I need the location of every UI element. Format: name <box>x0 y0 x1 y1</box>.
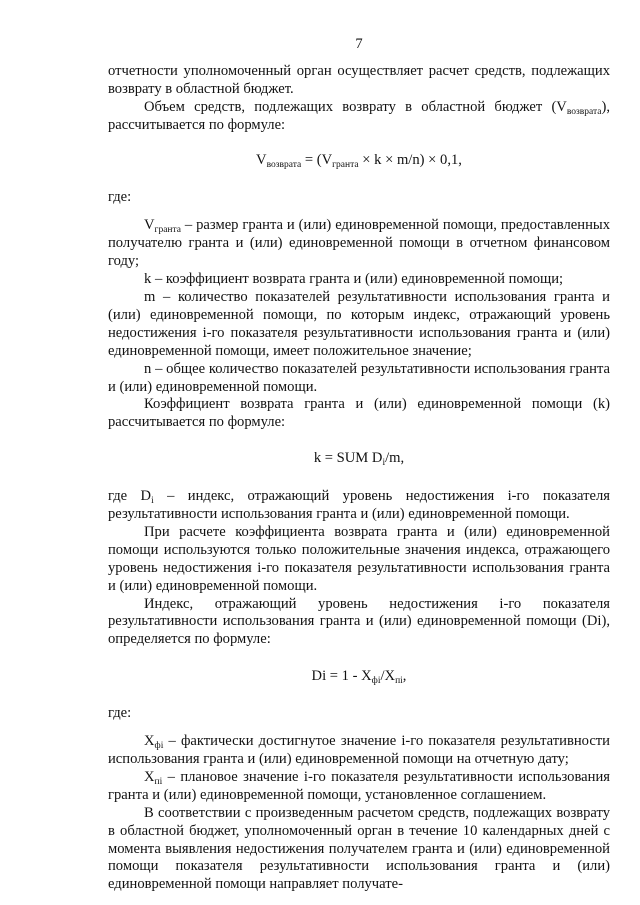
text-segment: Объем средств, подлежащих возврату в областной бюджет (V <box>144 98 567 115</box>
paragraph-final: В соответствии с произведенным расчетом средств, подлежащих возврату в областной бюджет, уполномоченный орган в течение 10 календарных дней с момента выявления недостижения получателем гранта и (или) единовременной помощи показателя результативности использования гранта и (или) единовременной помощи направляет получате- <box>108 804 610 893</box>
formula-segment: = (V <box>301 151 333 168</box>
where-label: где: <box>108 705 132 722</box>
text-segment: ), рассчитывается по формуле: <box>108 98 610 133</box>
definition-m: m – количество показателей результативности использования гранта и (или) единовременной помощи, по которым индекс, отражающий уровень недостижения i-го показателя результативности использования гранта и (или) единовременной помощи, имеет положительное значение; <box>108 288 610 359</box>
definition-x-fact <box>108 733 610 769</box>
text-segment: где D <box>108 488 152 505</box>
definition-symbol: V <box>144 217 155 234</box>
document-page <box>108 36 610 894</box>
definition-text: – плановое значение i-го показателя результативности использования гранта и (или) единовременной помощи, установленное соглашением. <box>108 768 610 803</box>
definition-text: – фактически достигнутое значение i-го показателя результативности использования гранта и (или) единовременной помощи на отчетную дату; <box>108 733 610 767</box>
paragraph-return-volume <box>108 99 610 135</box>
formula-segment: Di = 1 - X <box>311 668 372 685</box>
subscript: пi <box>154 776 163 787</box>
formula-segment: , <box>402 668 407 685</box>
paragraph-k-intro: Коэффициент возврата гранта и (или) единовременной помощи (k) рассчитывается по формуле: <box>108 396 610 431</box>
formula-segment: × k × m/n) × 0,1, <box>358 151 462 168</box>
formula-segment: k = SUM D <box>313 450 383 467</box>
definition-symbol: X <box>144 768 155 785</box>
page-number: 7 <box>355 36 363 52</box>
formula-symbol: V <box>256 151 267 168</box>
subscript: гранта <box>154 225 181 236</box>
formula-segment: /m, <box>385 450 405 467</box>
subscript: возврата <box>566 106 602 117</box>
definition-symbol: X <box>144 733 155 750</box>
subscript: i <box>382 458 386 469</box>
subscript: пi <box>395 676 403 687</box>
subscript: возврата <box>266 159 302 170</box>
definition-n: n – общее количество показателей результативности использования гранта и (или) единовременной помощи. <box>108 360 610 395</box>
paragraph-positive-values: При расчете коэффициента возврата гранта и (или) единовременной помощи используются только положительные значения индекса, отражающего уровень недостижения i-го показателя результативности использования гранта и (или) единовременной помощи. <box>108 523 610 594</box>
subscript: i <box>151 496 154 507</box>
subscript: фi <box>371 676 381 687</box>
subscript: гранта <box>332 159 359 170</box>
subscript: фi <box>154 741 164 752</box>
paragraph-index-intro: Индекс, отражающий уровень недостижения i-го показателя результативности использования гранта и (или) единовременной помощи (Di), определяется по формуле: <box>108 595 610 648</box>
definition-d <box>108 488 610 524</box>
text-segment: – индекс, отражающий уровень недостижения i-го показателя результативности использования гранта и (или) единовременной помощи. <box>108 488 610 523</box>
where-label: где: <box>108 189 132 206</box>
paragraph-reporting: отчетности уполномоченный орган осуществляет расчет средств, подлежащих возврату в областной бюджет. <box>108 62 610 97</box>
definition-v-grant <box>108 217 610 271</box>
formula-segment: /X <box>380 668 396 685</box>
definition-x-plan <box>108 769 610 805</box>
definition-k: k – коэффициент возврата гранта и (или) единовременной помощи; <box>144 271 564 288</box>
formula-k <box>108 450 610 468</box>
formula-di <box>108 668 610 686</box>
formula-return-volume <box>108 152 610 170</box>
definition-text: – размер гранта и (или) единовременной помощи, предоставленных получателю гранта и (или) единовременной помощи в отчетном финансовом году; <box>108 217 610 270</box>
